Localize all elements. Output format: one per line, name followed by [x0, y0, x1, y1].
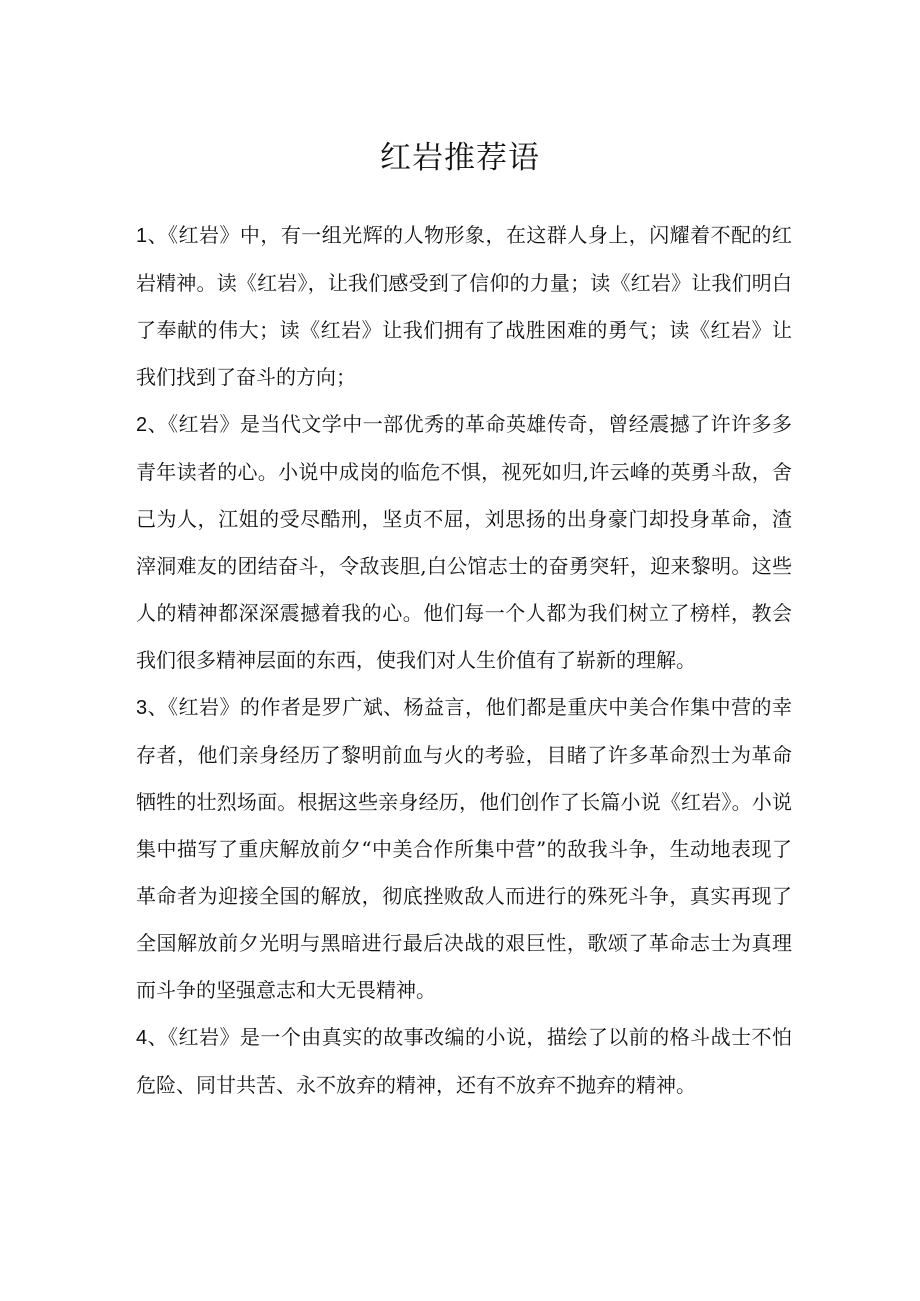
paragraph-text: 、《红岩》是一个由真实的故事改编的小说，描绘了以前的格斗战士不怕危险、同甘共苦、永不放弃的精神，还有不放弃不抛弃的精神。	[136, 1025, 792, 1097]
paragraph-text: 、《红岩》的作者是罗广斌、杨益言，他们都是重庆中美合作集中营的幸存者，他们亲身经历了黎明前血与火的考验，目睹了许多革命烈士为革命牺牲的壮烈场面。根据这些亲身经历，他们创作了长篇小说《红岩》。小说集中描写了重庆解放前夕“中美合作所集中营”的敌我斗争，生动地表现了革命者为迎接全国的解放，彻底挫败敌人而进行的殊死斗争，真实再现了全国解放前夕光明与黑暗进行最后决战的艰巨性，歌颂了革命志士为真理而斗争的坚强意志和大无畏精神。	[136, 695, 792, 1002]
document-title: 红岩推荐语	[380, 139, 540, 176]
paragraph-number: 1	[136, 225, 148, 247]
paragraph-4	[136, 1014, 792, 1109]
paragraph-3	[136, 684, 792, 1014]
paragraph-text: 、《红岩》中，有一组光辉的人物形象，在这群人身上，闪耀着不配的红岩精神。读《红岩》，让我们感受到了信仰的力量；读《红岩》让我们明白了奉献的伟大；读《红岩》让我们拥有了战胜困难的勇气；读《红岩》让我们找到了奋斗的方向；	[136, 223, 792, 389]
paragraph-text: 、《红岩》是当代文学中一部优秀的革命英雄传奇，曾经震撼了许许多多青年读者的心。小说中成岗的临危不惧，视死如归,许云峰的英勇斗敌，舍己为人，江姐的受尽酷刑，坚贞不屈，刘思扬的出身豪门却投身革命，渣滓洞难友的团结奋斗，令敌丧胆,白公馆志士的奋勇突轩，迎来黎明。这些人的精神都深深震撼着我的心。他们每一个人都为我们树立了榜样，教会我们很多精神层面的东西，使我们对人生价值有了崭新的理解。	[136, 412, 792, 672]
paragraph-number: 3	[136, 697, 148, 719]
paragraph-number: 4	[136, 1027, 148, 1049]
paragraph-number: 2	[136, 414, 148, 436]
paragraph-2	[136, 401, 792, 684]
document-body	[136, 212, 792, 1109]
paragraph-1	[136, 212, 792, 401]
